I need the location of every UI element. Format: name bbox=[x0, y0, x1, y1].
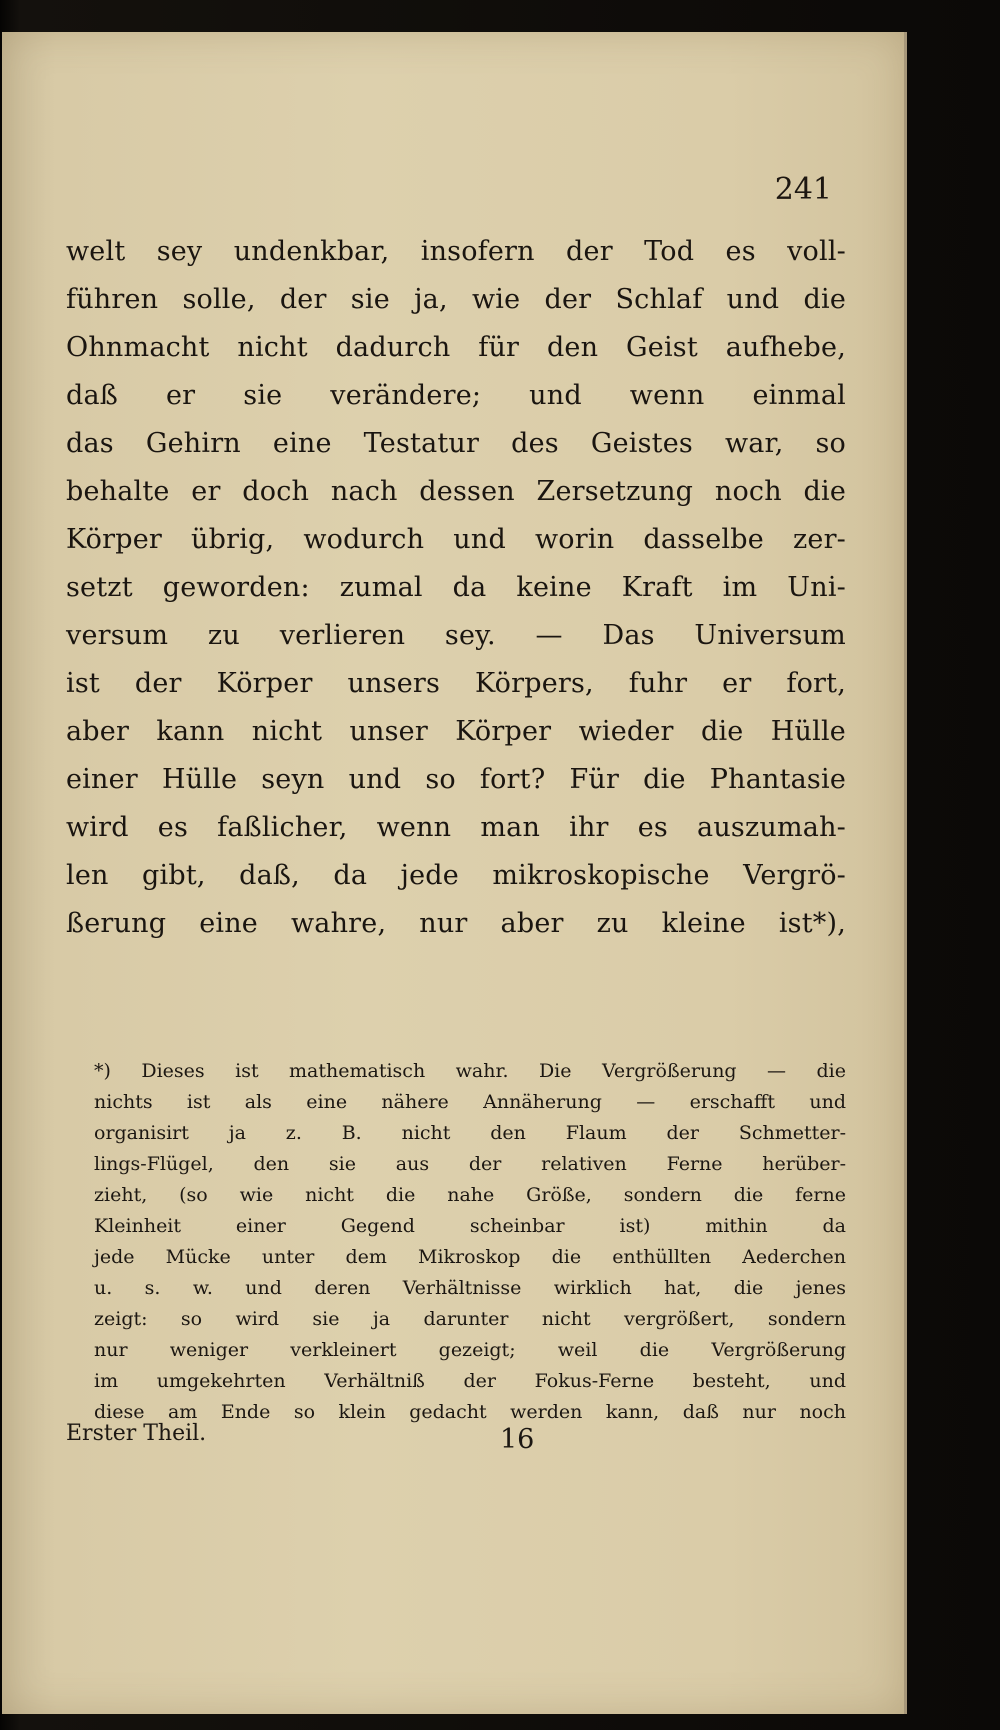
footnote-line: u. s. w. und deren Verhältnisse wirklich hat, die jenes bbox=[94, 1277, 846, 1299]
footnote-line: jede Mücke unter dem Mikroskop die enthüllten Aederchen bbox=[94, 1246, 846, 1268]
footnote-line: nichts ist als eine nähere Annäherung — erschafft und bbox=[94, 1091, 846, 1113]
text-line: Ohnmacht nicht dadurch für den Geist aufhebe, bbox=[66, 332, 846, 363]
text-line: ßerung eine wahre, nur aber zu kleine ist*), bbox=[66, 908, 846, 939]
text-line: welt sey undenkbar, insofern der Tod es voll- bbox=[66, 236, 846, 267]
page-number: 241 bbox=[774, 172, 832, 207]
text-line: len gibt, daß, da jede mikroskopische Vergrö- bbox=[66, 860, 846, 891]
footnote bbox=[94, 1056, 846, 1428]
signature-mark: Erster Theil. bbox=[66, 1421, 207, 1446]
text-line: versum zu verlieren sey. — Das Universum bbox=[66, 620, 846, 651]
footnote-line: Kleinheit einer Gegend scheinbar ist) mithin da bbox=[94, 1215, 846, 1237]
text-line: einer Hülle seyn und so fort? Für die Phantasie bbox=[66, 764, 846, 795]
footnote-line: lings-Flügel, den sie aus der relativen Ferne herüber- bbox=[94, 1153, 846, 1175]
footnote-line: im umgekehrten Verhältniß der Fokus-Ferne besteht, und bbox=[94, 1370, 846, 1392]
footnote-line: *) Dieses ist mathematisch wahr. Die Vergrößerung — die bbox=[94, 1060, 846, 1082]
text-line: setzt geworden: zumal da keine Kraft im Uni- bbox=[66, 572, 846, 603]
footnote-line: zieht, (so wie nicht die nahe Größe, sondern die ferne bbox=[94, 1184, 846, 1206]
text-line: aber kann nicht unser Körper wieder die Hülle bbox=[66, 716, 846, 747]
text-line: daß er sie verändere; und wenn einmal bbox=[66, 380, 846, 411]
footnote-line: diese am Ende so klein gedacht werden kann, daß nur noch bbox=[94, 1401, 846, 1423]
book-page bbox=[2, 32, 907, 1714]
main-text bbox=[66, 228, 846, 948]
footnote-line: nur weniger verkleinert gezeigt; weil die Vergrößerung bbox=[94, 1339, 846, 1361]
text-line: Körper übrig, wodurch und worin dasselbe zer- bbox=[66, 524, 846, 555]
signature-number: 16 bbox=[500, 1424, 535, 1455]
text-line: das Gehirn eine Testatur des Geistes war, so bbox=[66, 428, 846, 459]
footnote-line: zeigt: so wird sie ja darunter nicht vergrößert, sondern bbox=[94, 1308, 846, 1330]
text-line: behalte er doch nach dessen Zersetzung noch die bbox=[66, 476, 846, 507]
text-line: ist der Körper unsers Körpers, fuhr er fort, bbox=[66, 668, 846, 699]
text-line: führen solle, der sie ja, wie der Schlaf und die bbox=[66, 284, 846, 315]
footnote-line: organisirt ja z. B. nicht den Flaum der Schmetter- bbox=[94, 1122, 846, 1144]
text-line: wird es faßlicher, wenn man ihr es auszumah- bbox=[66, 812, 846, 843]
